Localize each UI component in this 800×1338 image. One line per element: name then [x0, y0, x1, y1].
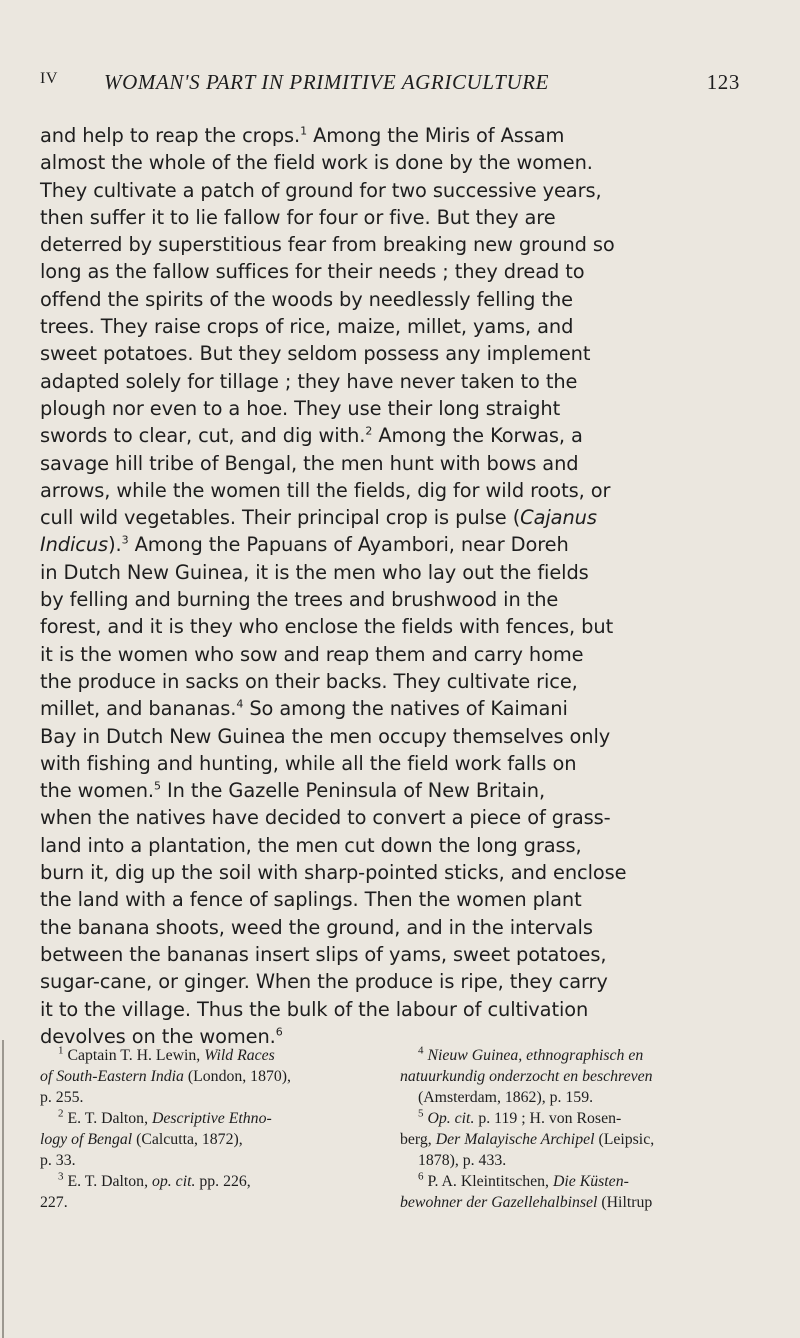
- text-line: the women.$^5$ In the Gazelle Peninsula of New Britain,: [40, 779, 546, 803]
- text-line: burn it, dig up the soil with sharp-pointed sticks, and enclose: [40, 861, 627, 885]
- footnote-ref[interactable]: 6: [275, 1025, 283, 1039]
- text-line: sweet potatoes. But they seldom possess any implement: [40, 342, 591, 366]
- text-line: deterred by superstitious fear from breaking new ground so: [40, 233, 615, 257]
- footnote-1: $^1$ Captain T. H. Lewin, Wild Races: [58, 1044, 275, 1064]
- page-number: 123: [706, 70, 740, 94]
- footnotes-left-column: $^1$ Captain T. H. Lewin, Wild Races of South-Eastern India (London, 1870), p. 255. $^2$ E. T. Dalton, Descriptive Ethno- logy of Bengal (Calcutta, 1872), p. 33. $^3$ E. T. Dalton, op. cit. pp. 226, 227.: [40, 1045, 360, 1213]
- text-line: millet, and bananas.$^4$ So among the natives of Kaimani: [40, 697, 568, 721]
- text-line: adapted solely for tillage ; they have never taken to the: [40, 369, 578, 393]
- text-line: devolves on the women.$^6$: [40, 1024, 283, 1048]
- text-line: and help to reap the crops.$^1$ Among the Miris of Assam: [40, 124, 565, 147]
- running-title: WOMAN'S PART IN PRIMITIVE AGRICULTURE: [104, 70, 550, 94]
- footnote-4: $^4$ Nieuw Guinea, ethnographisch en: [418, 1044, 644, 1064]
- text-line: the land with a fence of saplings. Then the women plant: [40, 888, 582, 912]
- text-line: sugar-cane, or ginger. When the produce is ripe, they carry: [40, 970, 608, 994]
- text-line: long as the fallow suffices for their needs ; they dread to: [40, 260, 585, 284]
- text-line: the banana shoots, weed the ground, and in the intervals: [40, 915, 593, 939]
- footnote-ref[interactable]: 1: [300, 124, 308, 138]
- text-line: by felling and burning the trees and brushwood in the: [40, 588, 559, 612]
- text-line: savage hill tribe of Bengal, the men hunt with bows and: [40, 451, 579, 475]
- text-line: between the bananas insert slips of yams, sweet potatoes,: [40, 942, 607, 966]
- footnote-ref[interactable]: 4: [236, 697, 244, 711]
- text-line: then suffer it to lie fallow for four or five. But they are: [40, 205, 556, 229]
- footnote-5: $^5$ Op. cit. p. 119 ; H. von Rosen-: [418, 1107, 622, 1127]
- text-line: Bay in Dutch New Guinea the men occupy themselves only: [40, 724, 611, 748]
- text-line: offend the spirits of the woods by needlessly felling the: [40, 287, 573, 311]
- text-line: plough nor even to a hoe. They use their long straight: [40, 396, 561, 420]
- text-line: in Dutch New Guinea, it is the men who lay out the fields: [40, 560, 589, 584]
- footnote-6: $^6$ P. A. Kleintitschen, Die Küsten-: [418, 1170, 629, 1190]
- text-line: it to the village. Thus the bulk of the labour of cultivation: [40, 997, 589, 1021]
- text-line: They cultivate a patch of ground for two successive years,: [40, 178, 602, 202]
- running-header: [40, 70, 740, 106]
- footnotes-right-column: $^4$ Nieuw Guinea, ethnographisch en natuurkundig onderzocht en beschreven (Amsterdam, 1862), p. 159. $^5$ Op. cit. p. 119 ; H. von Rosen- berg, Der Malayische Archipel (Leipsic, 1878), p. 433. $^6$ P. A. Kleintitschen, Die Küsten- bewohner der Gazellehalbinsel (Hiltrup: [400, 1045, 740, 1213]
- text-line: cull wild vegetables. Their principal crop is pulse (Cajanus: [40, 506, 597, 530]
- text-line: almost the whole of the field work is done by the women.: [40, 151, 593, 175]
- body-text: [40, 122, 742, 1050]
- text-line: trees. They raise crops of rice, maize, millet, yams, and: [40, 315, 574, 339]
- footnote-ref[interactable]: 2: [365, 424, 373, 438]
- text-line: it is the women who sow and reap them and carry home: [40, 642, 584, 666]
- footnotes: [40, 1045, 742, 1235]
- text-line: when the natives have decided to convert a piece of grass-: [40, 806, 611, 830]
- text-line: land into a plantation, the men cut down the long grass,: [40, 833, 582, 857]
- footnote-3: $^3$ E. T. Dalton, op. cit. pp. 226,: [58, 1170, 251, 1190]
- chapter-number: IV: [40, 70, 59, 87]
- footnote-ref[interactable]: 3: [121, 533, 129, 547]
- text-line: Indicus).$^3$ Among the Papuans of Ayambori, near Doreh: [40, 533, 569, 557]
- text-line: swords to clear, cut, and dig with.$^2$ Among the Korwas, a: [40, 424, 583, 448]
- footnote-2: $^2$ E. T. Dalton, Descriptive Ethno-: [58, 1107, 272, 1127]
- text-line: arrows, while the women till the fields, dig for wild roots, or: [40, 478, 611, 502]
- page-edge-shadow: [2, 1040, 4, 1338]
- footnote-ref[interactable]: 5: [153, 779, 161, 793]
- text-line: with fishing and hunting, while all the field work falls on: [40, 751, 577, 775]
- text-line: forest, and it is they who enclose the fields with fences, but: [40, 615, 614, 639]
- text-line: the produce in sacks on their backs. They cultivate rice,: [40, 669, 578, 693]
